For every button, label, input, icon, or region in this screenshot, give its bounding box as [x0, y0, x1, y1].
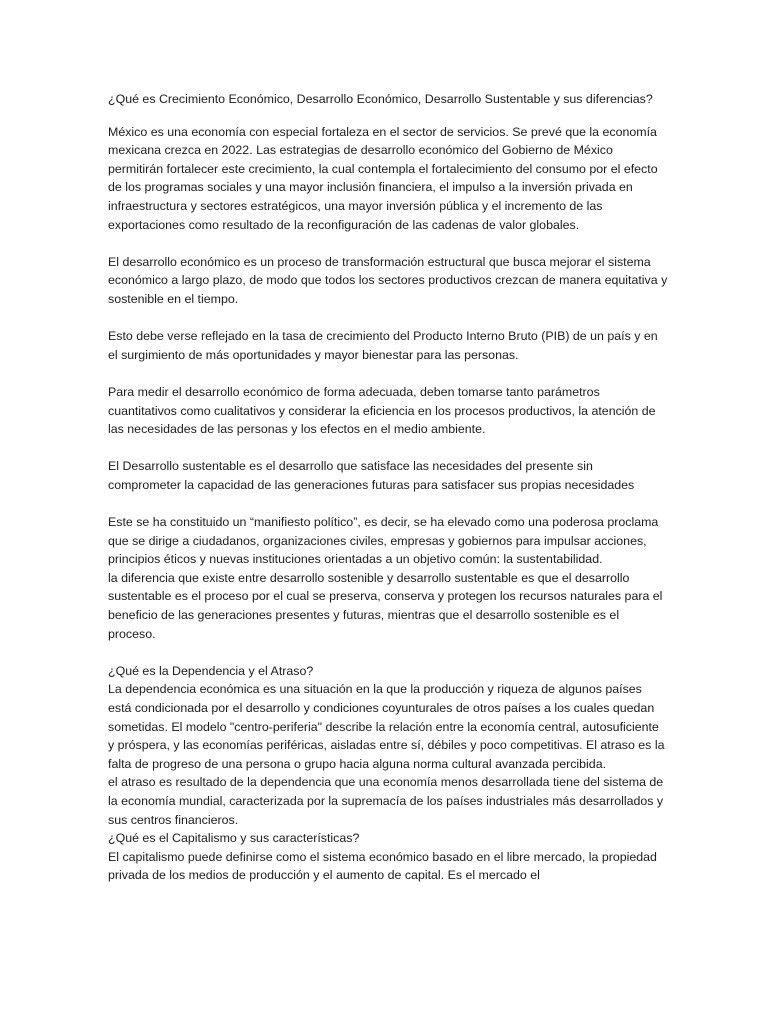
paragraph-capitalism: El capitalismo puede definirse como el sistema económico basado en el libre mercado, la propiedad privada de los medios de producción y el aumento de capital. Es el mercado el [108, 849, 657, 883]
paragraph-gap [108, 643, 668, 662]
document-page [108, 90, 668, 885]
section-title-capitalism: ¿Qué es el Capitalismo y sus características? [108, 831, 360, 846]
paragraph-dependency: La dependencia económica es una situación en la que la producción y riqueza de algunos países está condicionada por el desarrollo y condiciones coyunturales de otros países a los cuales quedan sometidas. El modelo "centro-periferia" describe la relación entre la economía central, autosuficiente y próspera, y las economías periféricas, aisladas entre sí, débiles y poco competitivas. El atraso es la falta de progreso de una persona o grupo hacia alguna norma cultural avanzada percibida. [108, 682, 665, 771]
section-title-dependency: ¿Qué es la Dependencia y el Atraso? [108, 663, 314, 678]
paragraph-measurement: Para medir el desarrollo económico de forma adecuada, deben tomarse tanto parámetros cuantitativos como cualitativos y considerar la eficiencia en los procesos productivos, la atención de las necesidades de las personas y los efectos en el medio ambiente. [108, 384, 656, 437]
paragraph-gap [108, 439, 668, 458]
paragraph-gap [108, 309, 668, 328]
paragraph-economic-development: El desarrollo económico es un proceso de transformación estructural que busca mejorar el sistema económico a largo plazo, de modo que todos los sectores productivos crezcan de manera equitativa y sostenible en el tiempo. [108, 254, 668, 306]
paragraph-gap [108, 494, 668, 513]
paragraph-gap [108, 364, 668, 383]
paragraph-mexico-economy: México es una economía con especial fortaleza en el sector de servicios. Se prevé que la economía mexicana crezca en 2022. Las estrategias de desarrollo económico del Gobierno de México permitirán fortalecer este crecimiento, la cual contempla el fortalecimiento del consumo por el efecto de los programas sociales y una mayor inclusión financiera, el impulso a la inversión privada en infraestructura y sectores estratégicos, una mayor inversión pública y el incremento de las exportaciones como resultado de la reconfiguración de las cadenas de valor globales. [108, 124, 658, 232]
section-title-growth: ¿Qué es Crecimiento Económico, Desarrollo Económico, Desarrollo Sustentable y sus diferencias? [108, 92, 653, 106]
paragraph-political-manifesto: Este se ha constituido un “manifiesto político”, es decir, se ha elevado como una poderosa proclama que se dirige a ciudadanos, organizaciones civiles, empresas y gobiernos para impulsar acciones, principios éticos y nuevas instituciones orientadas a un objetivo común: la sustentabilidad. [108, 515, 659, 567]
paragraph-gap [108, 234, 668, 253]
paragraph-sustainable-vs-sostenible: la diferencia que existe entre desarrollo sostenible y desarrollo sustentable es que el desarrollo sustentable es el proceso por el cual se preserva, conserva y protegen los recursos naturales para el beneficio de las generaciones presentes y futuras, mientras que el desarrollo sostenible es el proceso. [108, 570, 663, 641]
paragraph-gdp: Esto debe verse reflejado en la tasa de crecimiento del Producto Interno Bruto (PIB) de un país y en el surgimiento de más oportunidades y mayor bienestar para las personas. [108, 329, 658, 362]
paragraph-sustainable-development: El Desarrollo sustentable es el desarrollo que satisface las necesidades del presente sin comprometer la capacidad de las generaciones futuras para satisfacer sus propias necesidades [108, 459, 635, 492]
paragraph-backwardness: el atraso es resultado de la dependencia que una economía menos desarrollada tiene del sistema de la economía mundial, caracterizada por la supremacía de los países industriales más desarrollados y sus centros financieros. [108, 775, 664, 827]
